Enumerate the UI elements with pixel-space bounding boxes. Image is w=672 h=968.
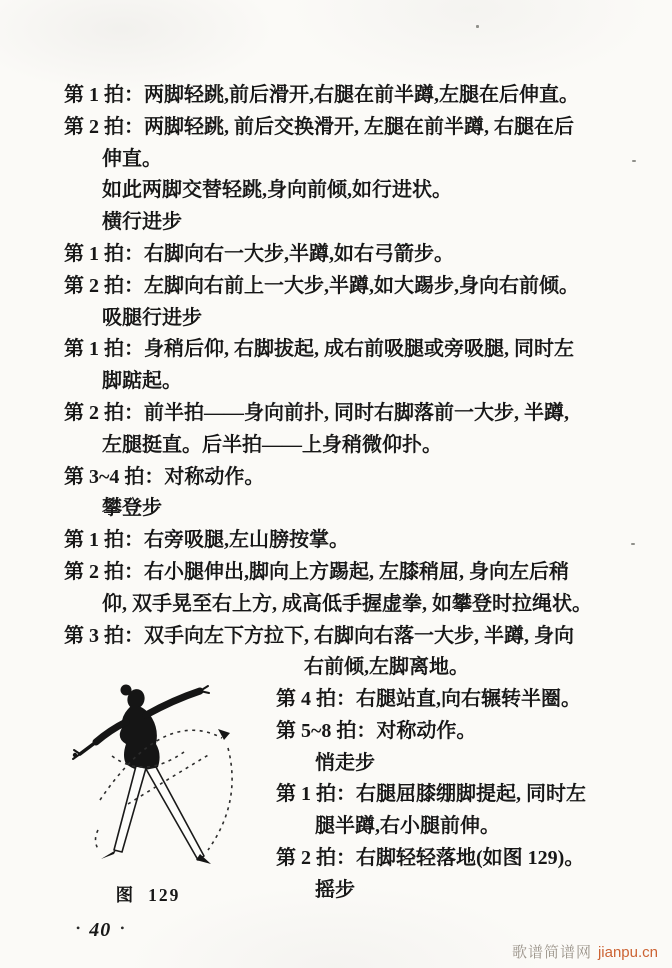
section-heading: 横行进步 xyxy=(102,211,182,234)
section-heading: 悄走步 xyxy=(315,751,375,774)
text-line: 第 1 拍：右脚向右一大步,半蹲,如右弓箭步。 xyxy=(64,242,454,265)
section-heading: 攀登步 xyxy=(102,497,162,520)
text-line: 第 2 拍：两脚轻跳, 前后交换滑开, 左腿在前半蹲, 右腿在后 xyxy=(64,115,574,138)
figure-caption xyxy=(60,882,236,907)
body-text-column-2 xyxy=(276,684,648,907)
text-line: 如此两脚交替轻跳,身向前倾,如行进状。 xyxy=(102,179,452,202)
text-line: 伸直。 xyxy=(102,147,162,170)
page-number-value: 40 xyxy=(89,919,112,941)
text-line: 左腿挺直。后半拍——上身稍微仰扑。 xyxy=(102,433,442,456)
watermark-site-url: jianpu.cn xyxy=(597,944,658,961)
figure-caption-number: 129 xyxy=(148,885,181,905)
text-line: 第 4 拍：右腿站直,向右辗转半圈。 xyxy=(276,688,581,710)
dancer-standing-leg xyxy=(114,766,146,852)
dancer-right-arm xyxy=(146,691,200,715)
figure-caption-label: 图 xyxy=(115,885,135,905)
text-line: 第 3 拍：双手向左下方拉下, 右脚向右落一大步, 半蹲, 身向 xyxy=(64,624,574,647)
dancer-left-forearm xyxy=(80,742,96,754)
section-heading: 摇步 xyxy=(315,878,355,901)
page-number-left-dot: • xyxy=(76,921,81,935)
text-line: 第 1 拍：右旁吸腿,左山膀按掌。 xyxy=(64,529,349,552)
page-number-right-dot: • xyxy=(120,921,125,935)
text-line: 第 3~4 拍：对称动作。 xyxy=(64,465,265,488)
watermark-site-name: 歌谱简谱网 xyxy=(511,944,592,961)
text-line: 仰, 双手晃至右上方, 成高低手握虚拳, 如攀登时拉绳状。 xyxy=(102,592,592,615)
scan-speck xyxy=(631,543,635,545)
text-line: 第 2 拍：左脚向右前上一大步,半蹲,如大踢步,身向右前倾。 xyxy=(64,274,579,297)
text-line: 第 5~8 拍：对称动作。 xyxy=(276,719,477,742)
text-line: 腿半蹲,右小腿前伸。 xyxy=(315,815,500,838)
dancer-left-hand-dot xyxy=(73,753,77,757)
text-line: 第 1 拍：身稍后仰, 右脚拔起, 成右前吸腿或旁吸腿, 同时左 xyxy=(64,338,574,361)
descending-arc xyxy=(208,748,232,850)
foot-motion-dashes xyxy=(96,830,99,849)
dancer-illustration xyxy=(58,682,258,878)
text-line: 第 1 拍：右腿屈膝绷脚提起, 同时左 xyxy=(276,783,586,806)
dancer-standing-foot xyxy=(101,850,116,859)
text-line: 第 2 拍：右脚轻轻落地(如图 129)。 xyxy=(276,846,585,869)
text-line: 脚踮起。 xyxy=(102,370,182,393)
dancer-kicking-leg xyxy=(146,767,204,860)
text-line: 第 1 拍：两脚轻跳,前后滑开,右腿在前半蹲,左腿在后伸直。 xyxy=(64,84,579,106)
text-line: 右前倾,左脚离地。 xyxy=(304,656,469,679)
dancer-right-hand xyxy=(200,686,209,693)
page-number xyxy=(76,919,124,942)
text-line: 第 2 拍：前半拍——身向前扑, 同时右脚落前一大步, 半蹲, xyxy=(64,401,569,424)
text-line: 第 2 拍：右小腿伸出,脚向上方踢起, 左膝稍屈, 身向左后稍 xyxy=(64,560,569,583)
section-heading: 吸腿行进步 xyxy=(102,306,202,329)
scan-speck xyxy=(632,160,636,162)
dancer-torso xyxy=(120,706,160,771)
figure-dancer-illustration xyxy=(58,682,258,878)
body-text xyxy=(64,80,646,684)
swing-arrowhead xyxy=(218,729,230,740)
scan-speck xyxy=(476,25,479,28)
watermark xyxy=(512,941,658,962)
